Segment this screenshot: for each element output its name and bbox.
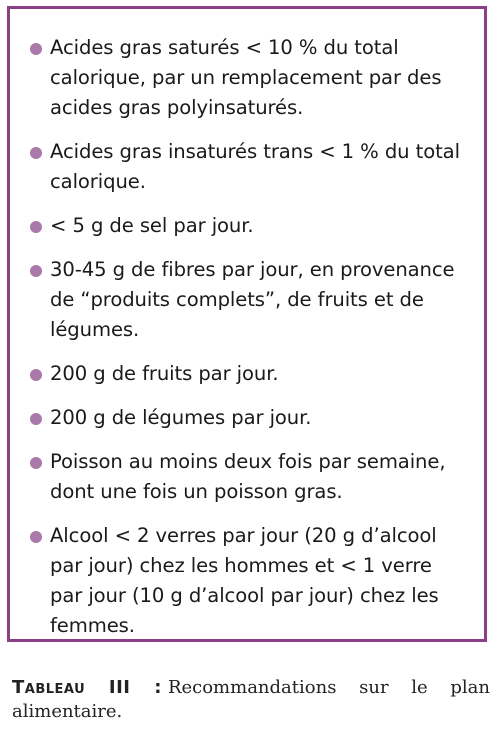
bullet-icon: [30, 413, 42, 425]
recommendation-text: Alcool < 2 verres par jour (20 g d’alcool par jour) chez les hommes et < 1 verre par jour (10 g d’alcool par jour) chez les femmes.: [50, 524, 439, 637]
recommendation-text: Poisson au moins deux fois par semaine, dont une fois un poisson gras.: [50, 450, 446, 503]
recommendation-text: 200 g de légumes par jour.: [50, 406, 312, 429]
recommendation-text: Acides gras saturés < 10 % du total calorique, par un remplacement par des acides gras polyinsaturés.: [50, 36, 442, 119]
bullet-icon: [30, 147, 42, 159]
recommendations-list: [30, 33, 466, 641]
bullet-icon: [30, 369, 42, 381]
bullet-icon: [30, 221, 42, 233]
list-item: [30, 137, 466, 197]
list-item: [30, 403, 466, 433]
caption-text: Recommandations sur le plan alimentaire.: [12, 677, 491, 722]
list-item: [30, 447, 466, 507]
recommendations-box: [7, 6, 487, 642]
recommendation-text: < 5 g de sel par jour.: [50, 214, 254, 237]
recommendation-text: Acides gras insaturés trans < 1 % du total calorique.: [50, 140, 460, 193]
recommendation-text: 200 g de fruits par jour.: [50, 362, 279, 385]
list-item: [30, 211, 466, 241]
bullet-icon: [30, 265, 42, 277]
bullet-icon: [30, 531, 42, 543]
list-item: [30, 255, 466, 345]
caption-label: Tableau III :: [12, 677, 162, 698]
recommendation-text: 30-45 g de fibres par jour, en provenance de “produits complets”, de fruits et de légumes.: [50, 258, 455, 341]
table-caption: [12, 676, 490, 724]
bullet-icon: [30, 457, 42, 469]
bullet-icon: [30, 43, 42, 55]
list-item: [30, 33, 466, 123]
list-item: [30, 521, 466, 641]
list-item: [30, 359, 466, 389]
